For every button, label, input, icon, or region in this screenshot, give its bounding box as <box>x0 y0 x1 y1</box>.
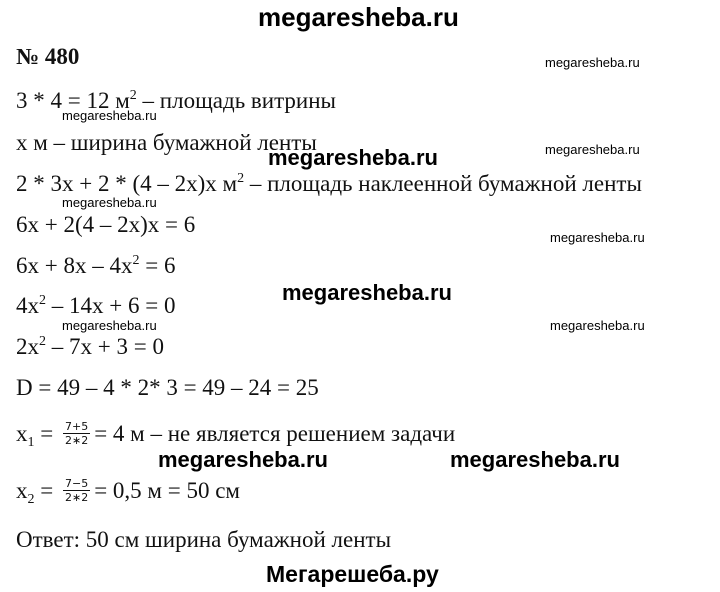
watermark-small: megaresheba.ru <box>62 195 157 210</box>
line-6-exponent: 2 <box>39 293 46 308</box>
x2-numerator: 7−5 <box>64 477 89 491</box>
line-6-text: 4x <box>16 293 39 318</box>
x2-fraction <box>63 477 90 504</box>
problem-number: № 480 <box>16 44 80 69</box>
x1-result: = 4 м – не является решением задачи <box>94 421 456 446</box>
x1-fraction <box>63 420 90 447</box>
line-7-tail: – 7x + 3 = 0 <box>46 334 164 359</box>
solution-line-8: D = 49 – 4 * 2* 3 = 49 – 24 = 25 <box>16 375 319 400</box>
x1-denominator: 2∗2 <box>64 434 89 448</box>
solution-line-3 <box>16 171 642 197</box>
line-1-exponent: 2 <box>129 88 137 103</box>
watermark-big: megaresheba.ru <box>158 447 328 472</box>
watermark-big: megaresheba.ru <box>268 145 438 170</box>
solution-line-10 <box>16 478 240 506</box>
solution-line-4: 6x + 2(4 – 2x)x = 6 <box>16 212 196 237</box>
x1-equals: = <box>34 421 59 446</box>
line-5-tail: = 6 <box>139 253 176 278</box>
watermark-small: megaresheba.ru <box>62 108 157 123</box>
solution-line-9 <box>16 421 455 449</box>
solution-line-6 <box>16 293 175 319</box>
solution-line-2: x м – ширина бумажной ленты <box>16 130 317 155</box>
line-5-text: 6x + 8x – 4x <box>16 253 133 278</box>
watermark-big: megaresheba.ru <box>450 447 620 472</box>
x1-subscript: 1 <box>27 435 35 450</box>
x2-variable: x <box>16 478 28 503</box>
watermark-small: megaresheba.ru <box>550 318 645 333</box>
line-7-text: 2x <box>16 334 39 359</box>
line-3-tail: – площадь наклеенной бумажной ленты <box>244 171 642 196</box>
line-5-exponent: 2 <box>132 253 140 268</box>
site-header: megaresheba.ru <box>258 2 459 32</box>
x2-subscript: 2 <box>27 492 35 507</box>
line-3-text: 2 * 3x + 2 * (4 – 2x)x м <box>16 171 238 196</box>
x2-equals: = <box>34 478 59 503</box>
watermark-small: megaresheba.ru <box>62 318 157 333</box>
line-6-tail: – 14x + 6 = 0 <box>46 293 176 318</box>
line-3-exponent: 2 <box>237 171 245 186</box>
watermark-small: megaresheba.ru <box>550 230 645 245</box>
solution-line-7 <box>16 334 164 360</box>
watermark-big: megaresheba.ru <box>282 280 452 305</box>
line-1-tail: – площадь витрины <box>136 88 336 113</box>
x2-denominator: 2∗2 <box>64 491 89 505</box>
watermark-small: megaresheba.ru <box>545 55 640 70</box>
solution-line-5 <box>16 253 175 279</box>
site-footer: Мегарешеба.ру <box>266 561 439 587</box>
line-1-text: 3 * 4 = 12 м <box>16 88 130 113</box>
watermark-small: megaresheba.ru <box>545 142 640 157</box>
x1-variable: x <box>16 421 28 446</box>
x2-result: = 0,5 м = 50 см <box>94 478 240 503</box>
line-7-exponent: 2 <box>39 334 46 349</box>
answer-line: Ответ: 50 см ширина бумажной ленты <box>16 527 392 552</box>
x1-numerator: 7+5 <box>64 420 89 434</box>
